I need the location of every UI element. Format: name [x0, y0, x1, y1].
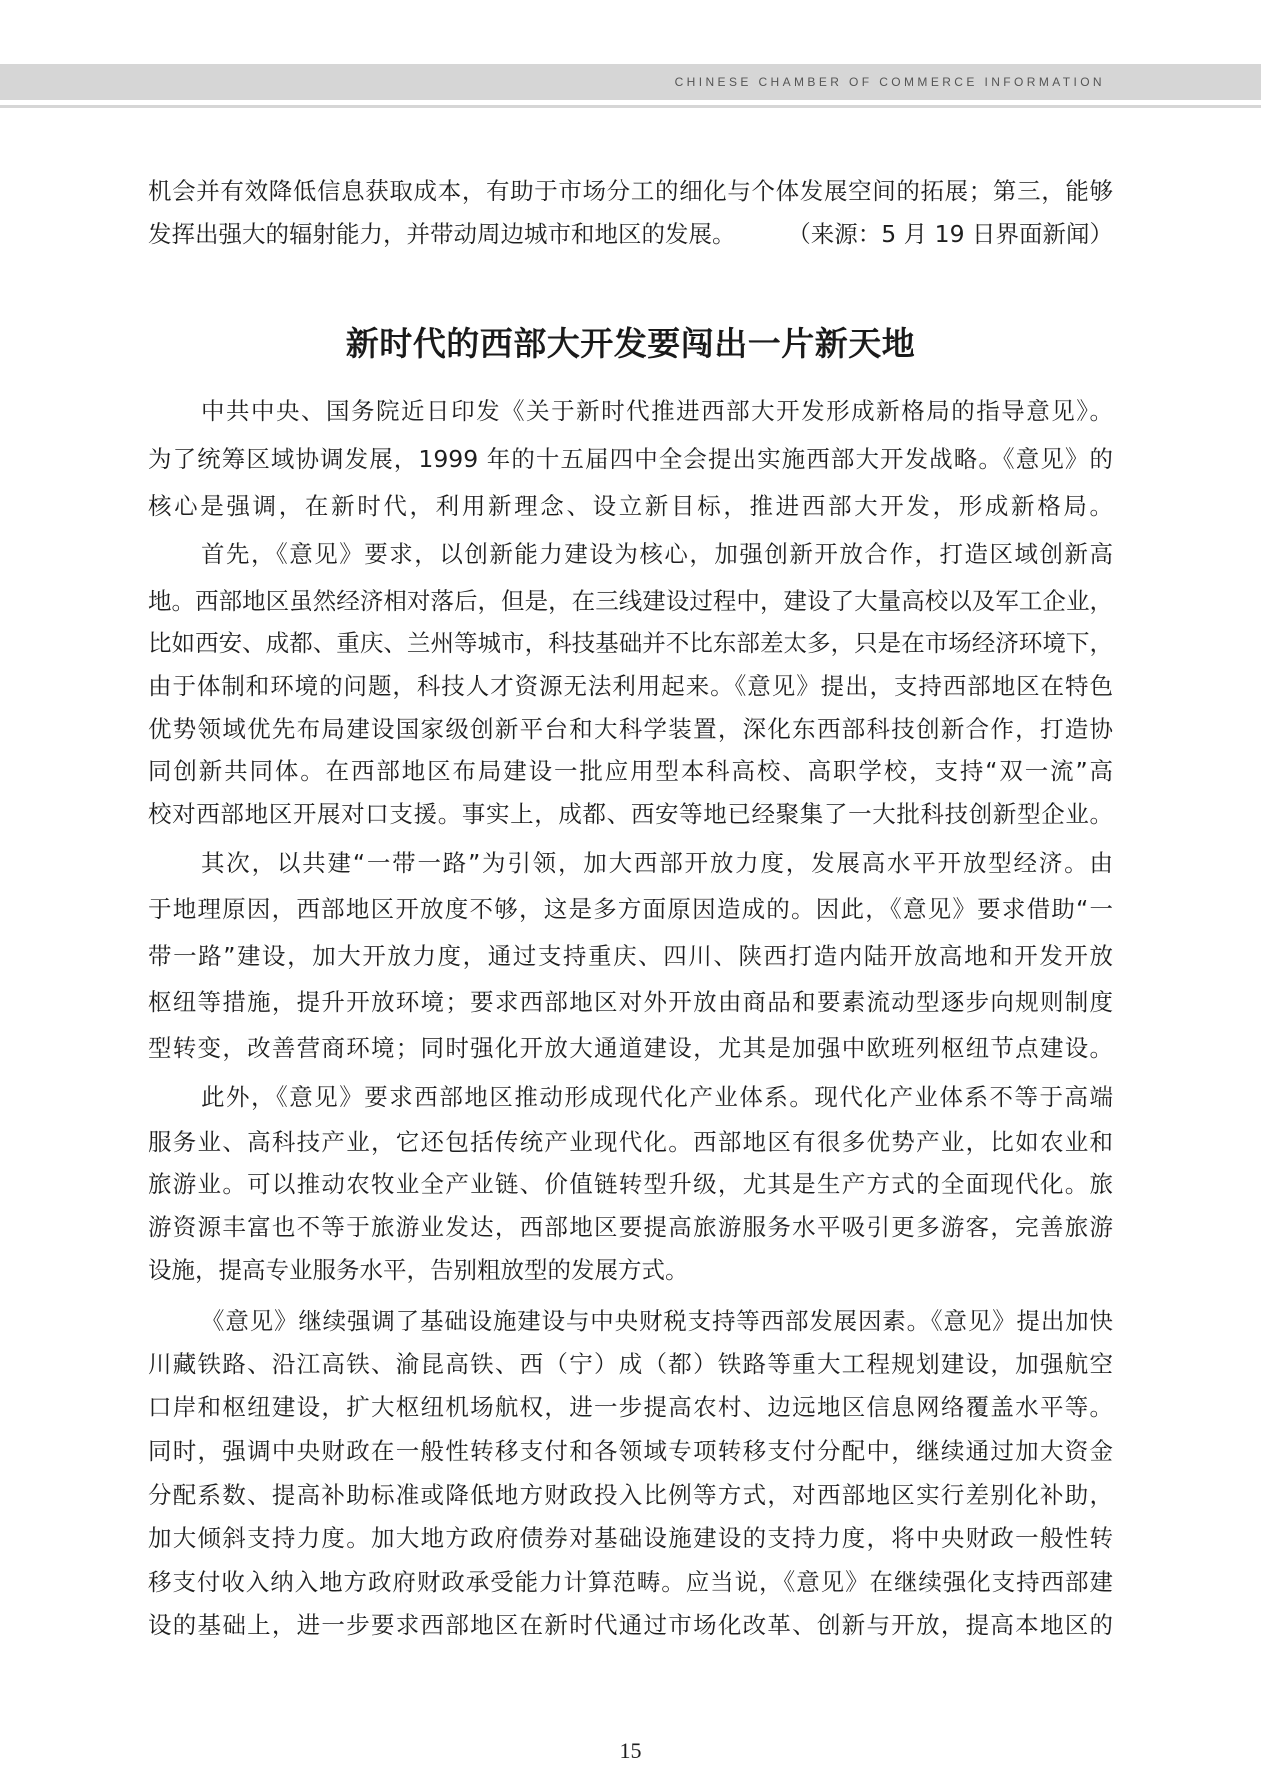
text-fragment: 发挥出强大的辐射能力，并带动周边城市和地区的发展。	[148, 220, 736, 248]
paragraph-line: 首先，《意见》要求，以创新能力建设为核心，加强创新开放合作，打造区域创新高	[201, 540, 1113, 568]
article-title: 新时代的西部大开发要闯出一片新天地	[345, 324, 916, 363]
paragraph-line: 其次，以共建“一带一路”为引领，加大西部开放力度，发展高水平开放型经济。由	[201, 849, 1113, 877]
paragraph-line: 由于体制和环境的问题，科技人才资源无法利用起来。《意见》提出，支持西部地区在特色	[148, 672, 1113, 700]
running-title: CHINESE CHAMBER OF COMMERCE INFORMATION	[674, 75, 1105, 89]
paragraph-line: 带一路”建设，加大开放力度，通过支持重庆、四川、陕西打造内陆开放高地和开发开放	[148, 942, 1113, 970]
paragraph-line: 枢纽等措施，提升开放环境；要求西部地区对外开放由商品和要素流动型逐步向规则制度	[148, 988, 1113, 1016]
paragraph-line: 地。西部地区虽然经济相对落后，但是，在三线建设过程中，建设了大量高校以及军工企业，	[148, 587, 1113, 615]
paragraph-line: 分配系数、提高补助标准或降低地方财政投入比例等方式，对西部地区实行差别化补助，	[148, 1481, 1113, 1509]
source-citation: （来源：5 月 19 日界面新闻）	[787, 220, 1113, 248]
text-line-with-source	[148, 215, 1113, 253]
paragraph-line: 此外，《意见》要求西部地区推动形成现代化产业体系。现代化产业体系不等于高端	[201, 1083, 1113, 1111]
paragraph-line: 核心是强调，在新时代，利用新理念、设立新目标，推进西部大开发，形成新格局。	[148, 492, 1113, 520]
paragraph-line: 移支付收入纳入地方政府财政承受能力计算范畴。应当说，《意见》在继续强化支持西部建	[148, 1568, 1113, 1596]
paragraph-line: 校对西部地区开展对口支援。事实上，成都、西安等地已经聚集了一大批科技创新型企业。	[148, 800, 1113, 828]
paragraph-line: 中共中央、国务院近日印发《关于新时代推进西部大开发形成新格局的指导意见》。	[201, 397, 1113, 425]
text-line: 机会并有效降低信息获取成本，有助于市场分工的细化与个体发展空间的拓展；第三，能够	[148, 177, 1113, 205]
paragraph-line: 服务业、高科技产业，它还包括传统产业现代化。西部地区有很多优势产业，比如农业和	[148, 1128, 1113, 1156]
paragraph-line: 型转变，改善营商环境；同时强化开放大通道建设，尤其是加强中欧班列枢纽节点建设。	[148, 1034, 1113, 1062]
paragraph-line: 口岸和枢纽建设，扩大枢纽机场航权，进一步提高农村、边远地区信息网络覆盖水平等。	[148, 1393, 1113, 1421]
paragraph-line: 旅游业。可以推动农牧业全产业链、价值链转型升级，尤其是生产方式的全面现代化。旅	[148, 1170, 1113, 1198]
paragraph-line: 为了统筹区域协调发展，1999 年的十五届四中全会提出实施西部大开发战略。《意见》的	[148, 445, 1113, 473]
paragraph-line: 游资源丰富也不等于旅游业发达，西部地区要提高旅游服务水平吸引更多游客，完善旅游	[148, 1213, 1113, 1241]
paragraph-line: 《意见》继续强调了基础设施建设与中央财税支持等西部发展因素。《意见》提出加快	[201, 1307, 1113, 1335]
paragraph-line: 同创新共同体。在西部地区布局建设一批应用型本科高校、高职学校，支持“双一流”高	[148, 757, 1113, 785]
paragraph-line: 设施，提高专业服务水平，告别粗放型的发展方式。	[148, 1256, 689, 1284]
page-number: 15	[619, 1738, 642, 1763]
paragraph-line: 同时，强调中央财政在一般性转移支付和各领域专项转移支付分配中，继续通过加大资金	[148, 1437, 1113, 1465]
paragraph-line: 加大倾斜支持力度。加大地方政府债券对基础设施建设的支持力度，将中央财政一般性转	[148, 1524, 1113, 1552]
paragraph-line: 优势领域优先布局建设国家级创新平台和大科学装置，深化东西部科技创新合作，打造协	[148, 715, 1113, 743]
paragraph-line: 设的基础上，进一步要求西部地区在新时代通过市场化改革、创新与开放，提高本地区的	[148, 1611, 1113, 1639]
paragraph-line: 川藏铁路、沿江高铁、渝昆高铁、西（宁）成（都）铁路等重大工程规划建设，加强航空	[148, 1350, 1113, 1378]
paragraph-line: 于地理原因，西部地区开放度不够，这是多方面原因造成的。因此，《意见》要求借助“一	[148, 895, 1113, 923]
paragraph-line: 比如西安、成都、重庆、兰州等城市，科技基础并不比东部差太多，只是在市场经济环境下，	[148, 629, 1113, 657]
